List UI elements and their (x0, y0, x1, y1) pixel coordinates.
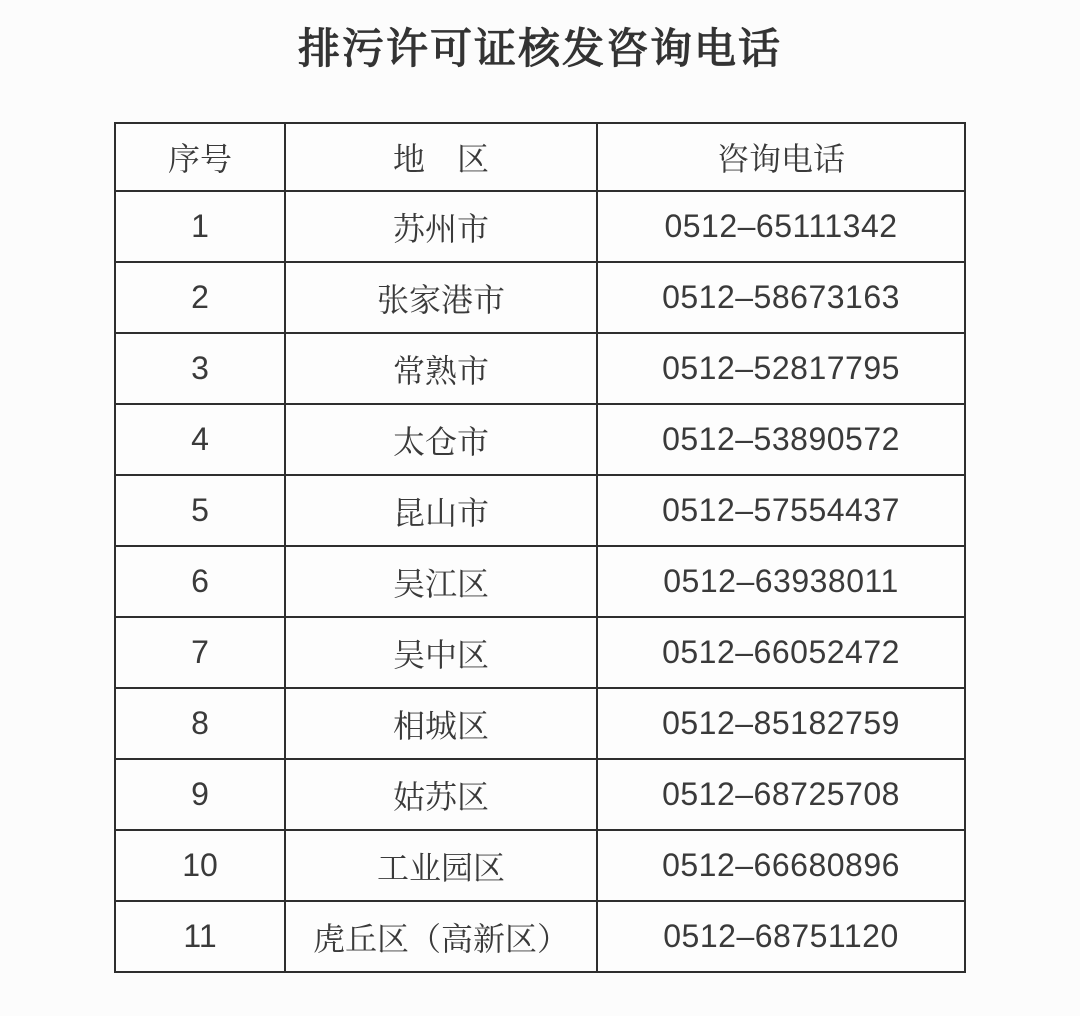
table-row (115, 688, 965, 759)
page-title: 排污许可证核发咨询电话 (297, 25, 782, 72)
cell-phone: 0512–68725708 (597, 759, 965, 830)
cell-seq: 4 (115, 404, 285, 475)
cell-seq: 3 (115, 333, 285, 404)
table-row (115, 617, 965, 688)
cell-seq: 10 (115, 830, 285, 901)
cell-region: 吴中区 (285, 617, 597, 688)
table-row (115, 333, 965, 404)
cell-region: 苏州市 (285, 191, 597, 262)
cell-phone: 0512–53890572 (597, 404, 965, 475)
phone-table (114, 122, 966, 973)
table-header-row (115, 123, 965, 191)
table-row (115, 546, 965, 617)
cell-phone: 0512–63938011 (597, 546, 965, 617)
cell-seq: 7 (115, 617, 285, 688)
cell-region: 昆山市 (285, 475, 597, 546)
table-row (115, 191, 965, 262)
cell-seq: 8 (115, 688, 285, 759)
table-row (115, 759, 965, 830)
cell-region: 太仓市 (285, 404, 597, 475)
table-row (115, 262, 965, 333)
cell-seq: 1 (115, 191, 285, 262)
table-row (115, 901, 965, 972)
cell-phone: 0512–68751120 (597, 901, 965, 972)
header-region: 地 区 (285, 123, 597, 191)
cell-region: 张家港市 (285, 262, 597, 333)
cell-phone: 0512–65111342 (597, 191, 965, 262)
cell-seq: 2 (115, 262, 285, 333)
cell-region: 工业园区 (285, 830, 597, 901)
cell-phone: 0512–58673163 (597, 262, 965, 333)
table-row (115, 475, 965, 546)
cell-phone: 0512–85182759 (597, 688, 965, 759)
cell-phone: 0512–52817795 (597, 333, 965, 404)
cell-seq: 6 (115, 546, 285, 617)
cell-seq: 9 (115, 759, 285, 830)
cell-seq: 5 (115, 475, 285, 546)
cell-phone: 0512–66680896 (597, 830, 965, 901)
cell-region: 姑苏区 (285, 759, 597, 830)
cell-phone: 0512–66052472 (597, 617, 965, 688)
cell-region: 常熟市 (285, 333, 597, 404)
cell-region: 吴江区 (285, 546, 597, 617)
cell-phone: 0512–57554437 (597, 475, 965, 546)
header-seq: 序号 (115, 123, 285, 191)
cell-region: 相城区 (285, 688, 597, 759)
table-row (115, 404, 965, 475)
cell-region: 虎丘区（高新区） (285, 901, 597, 972)
header-phone: 咨询电话 (597, 123, 965, 191)
table-row (115, 830, 965, 901)
cell-seq: 11 (115, 901, 285, 972)
